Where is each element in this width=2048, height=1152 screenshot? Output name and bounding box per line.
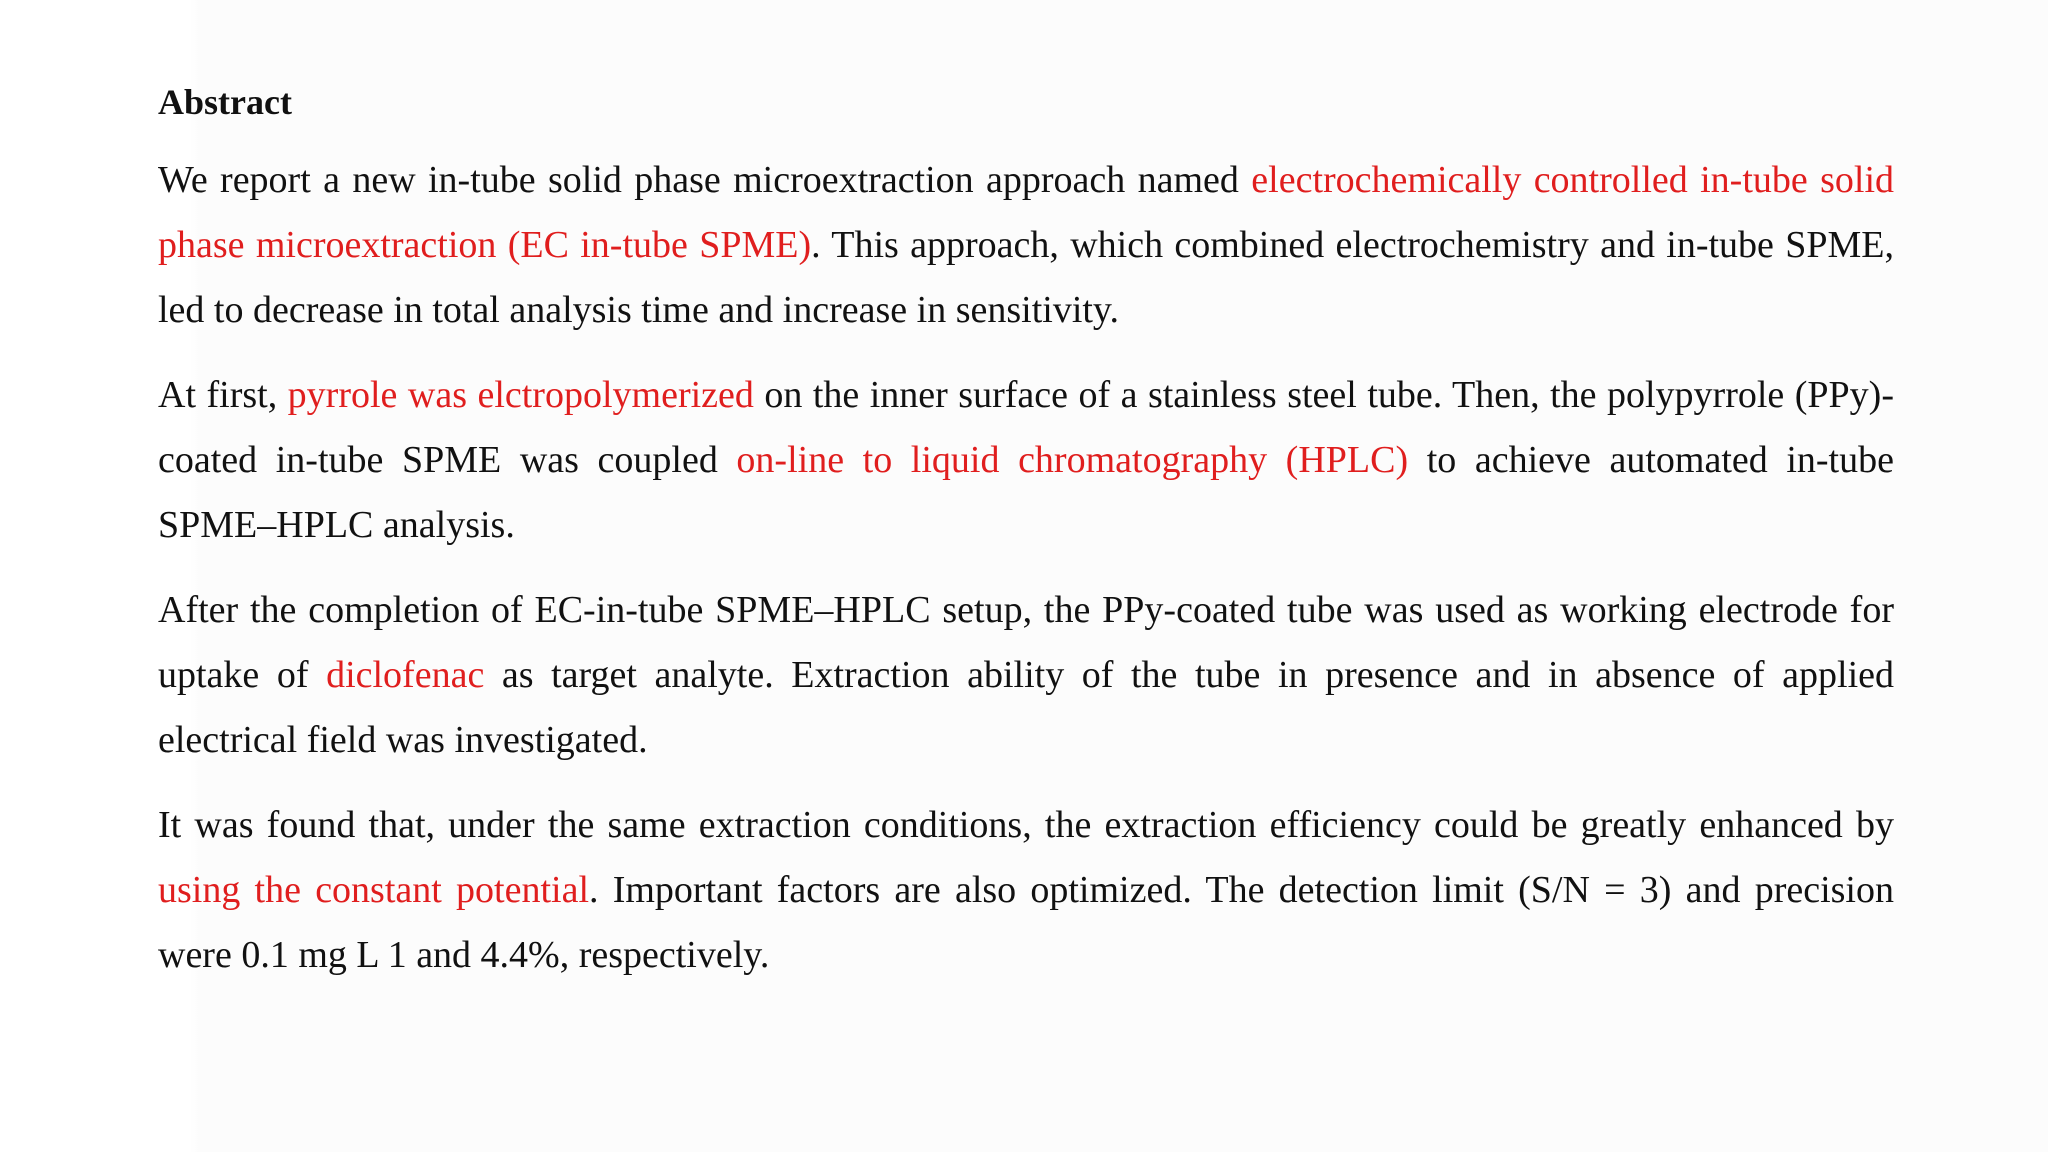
highlight-diclofenac: diclofenac <box>326 654 485 696</box>
paragraph-intro-text-1: We report a new in-tube solid phase microextraction approach named <box>158 159 1252 201</box>
highlight-hplc: on-line to liquid chromatography (HPLC) <box>736 439 1409 481</box>
paragraph-setup <box>158 578 1894 773</box>
paragraph-method-text-3: to achieve automated in-tube SPME–HPLC analysis. <box>158 439 1894 546</box>
highlight-ec-in-tube-spme: electrochemically controlled in-tube solid phase microextraction (EC in-tube SPME) <box>158 159 1894 266</box>
paragraph-intro-text-2: . This approach, which combined electrochemistry and in-tube SPME, led to decrease in total analysis time and increase in sensitivity. <box>158 224 1894 331</box>
paragraph-setup-text-1: After the completion of EC-in-tube SPME–HPLC setup, the PPy-coated tube was used as working electrode for uptake of <box>158 589 1894 696</box>
highlight-electropolymerization: pyrrole was elctropolymerized <box>287 374 754 416</box>
paragraph-results <box>158 793 1894 988</box>
paragraph-method-text-1: At first, <box>158 374 288 416</box>
abstract-heading: Abstract <box>158 82 292 122</box>
paragraph-results-text-2: . Important factors are also optimized. The detection limit (S/N = 3) and precision were 0.1 mg L 1 and 4.4%, respectively. <box>158 869 1894 976</box>
paragraph-method <box>158 363 1894 558</box>
abstract-section <box>158 72 1894 1008</box>
paragraph-intro <box>158 148 1894 343</box>
paragraph-method-text-2: on the inner surface of a stainless steel tube. Then, the polypyrrole (PPy)-coated in-tube SPME was coupled <box>158 374 1894 481</box>
paragraph-results-text-1: It was found that, under the same extraction conditions, the extraction efficiency could be greatly enhanced by <box>158 804 1894 846</box>
highlight-constant-potential: using the constant potential <box>158 869 589 911</box>
paragraph-setup-text-2: as target analyte. Extraction ability of the tube in presence and in absence of applied electrical field was investigated. <box>158 654 1894 761</box>
